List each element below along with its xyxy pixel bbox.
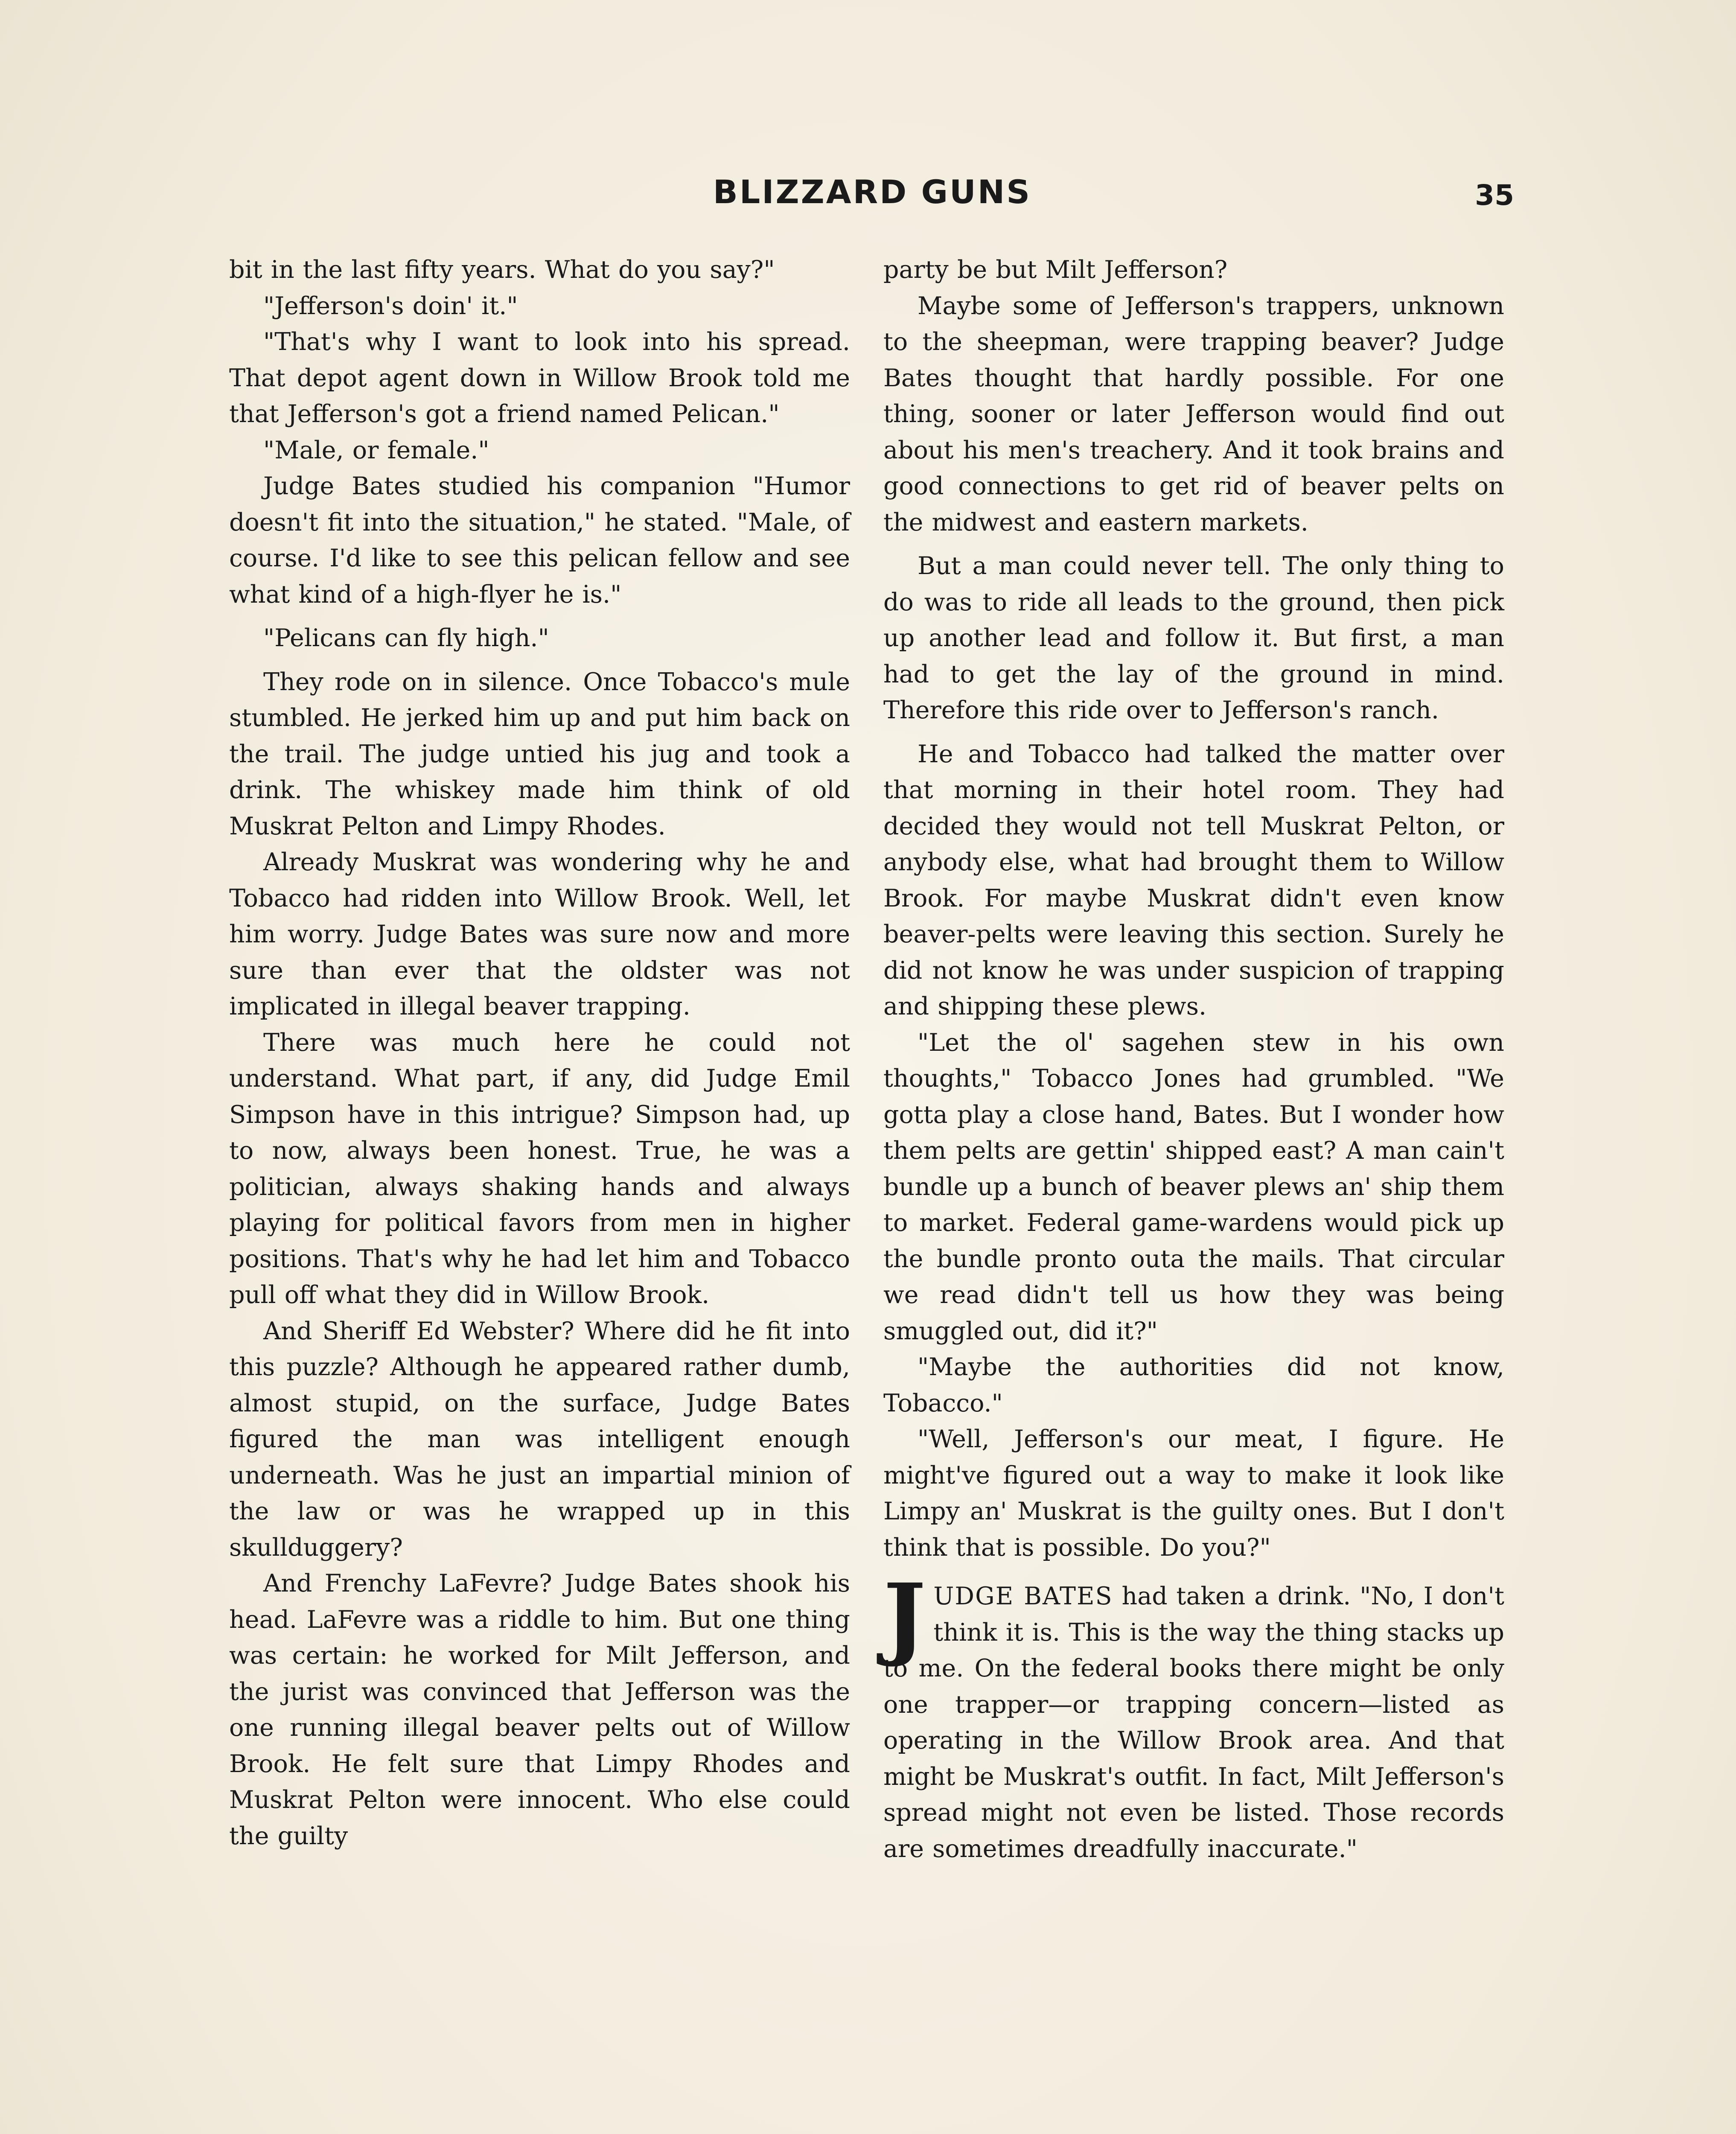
left-text-column <box>229 252 850 2134</box>
story-paragraph: Judge Bates studied his companion "Humor doesn't fit into the situation," he stated. "Male, of course. I'd like to see this pelican fellow and see what kind of a high-flyer he is." <box>229 472 850 609</box>
story-paragraph: "Maybe the authorities did not know, Tobacco." <box>883 1353 1504 1417</box>
story-paragraph: But a man could never tell. The only thing to do was to ride all leads to the ground, then pick up another lead and follow it. But first, a man had to get the lay of the ground in mind. Therefore this ride over to Jefferson's ranch. <box>883 552 1504 724</box>
drop-cap: J <box>883 1564 926 1669</box>
story-paragraph: "Let the ol' sagehen stew in his own thoughts," Tobacco Jones had grumbled. "We gotta play a close hand, Bates. But I wonder how them pelts are gettin' shipped east? A man cain't bundle up a bunch of beaver plews an' ship them to market. Federal game-wardens would pick up the bundle pronto outa the mails. That circular we read didn't tell us how they was being smuggled out, did it?" <box>883 1028 1504 1345</box>
page-number: 35 <box>1475 179 1514 212</box>
story-paragraph: bit in the last fifty years. What do you say?" <box>229 256 775 284</box>
lead-caps: UDGE BATES <box>933 1582 1113 1610</box>
story-paragraph: And Frenchy LaFevre? Judge Bates shook his head. LaFevre was a riddle to him. But one thing was certain: he worked for Milt Jefferson, and the jurist was convinced that Jefferson was the one running illegal beaver pelts out of Willow Brook. He felt sure that Limpy Rhodes and Muskrat Pelton were innocent. Who else could the guilty <box>229 1569 850 1850</box>
drop-cap-paragraph <box>883 1564 1505 1867</box>
story-paragraph: "Jefferson's doin' it." <box>263 292 518 320</box>
right-text-column <box>883 252 1504 2134</box>
story-paragraph: "Male, or female." <box>263 436 489 464</box>
final-paragraph-text: had taken a drink. "No, I don't think it is. This is the way the thing stacks up to me. On the federal books there might be only one trapper—or trapping concern—listed as operating in the Willow Brook area. And that might be Muskrat's outfit. In fact, Milt Jefferson's spread might not even be listed. Those records are sometimes dreadfully inaccurate." <box>883 1582 1505 1863</box>
story-paragraph: Already Muskrat was wondering why he and Tobacco had ridden into Willow Brook. Well, let him worry. Judge Bates was sure now and more sure than ever that the oldster was not implicated in illegal beaver trapping. <box>229 848 850 1020</box>
story-paragraph: They rode on in silence. Once Tobacco's mule stumbled. He jerked him up and put him back on the trail. The judge untied his jug and took a drink. The whiskey made him think of old Muskrat Pelton and Limpy Rhodes. <box>229 668 850 840</box>
page-header <box>230 173 1514 224</box>
story-paragraph: He and Tobacco had talked the matter over that morning in their hotel room. They had decided they would not tell Muskrat Pelton, or anybody else, what had brought them to Willow Brook. For maybe Muskrat didn't even know beaver-pelts were leaving this section. Surely he did not know he was under suspicion of trapping and shipping these plews. <box>883 740 1504 1020</box>
story-paragraph: There was much here he could not understand. What part, if any, did Judge Emil Simpson have in this intrigue? Simpson had, up to now, always been honest. True, he was a politician, always shaking hands and always playing for political favors from men in higher positions. That's why he had let him and Tobacco pull off what they did in Willow Brook. <box>229 1028 850 1309</box>
story-paragraph: "That's why I want to look into his spread. That depot agent down in Willow Brook told me that Jefferson's got a friend named Pelican." <box>229 328 850 428</box>
story-paragraph: party be but Milt Jefferson? <box>883 256 1228 284</box>
story-paragraph: "Pelicans can fly high." <box>263 624 549 652</box>
running-title: BLIZZARD GUNS <box>713 173 1032 211</box>
story-paragraph: Maybe some of Jefferson's trappers, unknown to the sheepman, were trapping beaver? Judge Bates thought that hardly possible. For one thing, sooner or later Jefferson would find out about his men's treachery. And it took brains and good connections to get rid of beaver pelts on the midwest and eastern markets. <box>883 292 1504 536</box>
story-paragraph: And Sheriff Ed Webster? Where did he fit into this puzzle? Although he appeared rather dumb, almost stupid, on the surface, Judge Bates figured the man was intelligent enough underneath. Was he just an impartial minion of the law or was he wrapped up in this skullduggery? <box>229 1317 850 1562</box>
story-paragraph: "Well, Jefferson's our meat, I figure. He might've figured out a way to make it look like Limpy an' Muskrat is the guilty ones. But I don't think that is possible. Do you?" <box>883 1425 1504 1562</box>
